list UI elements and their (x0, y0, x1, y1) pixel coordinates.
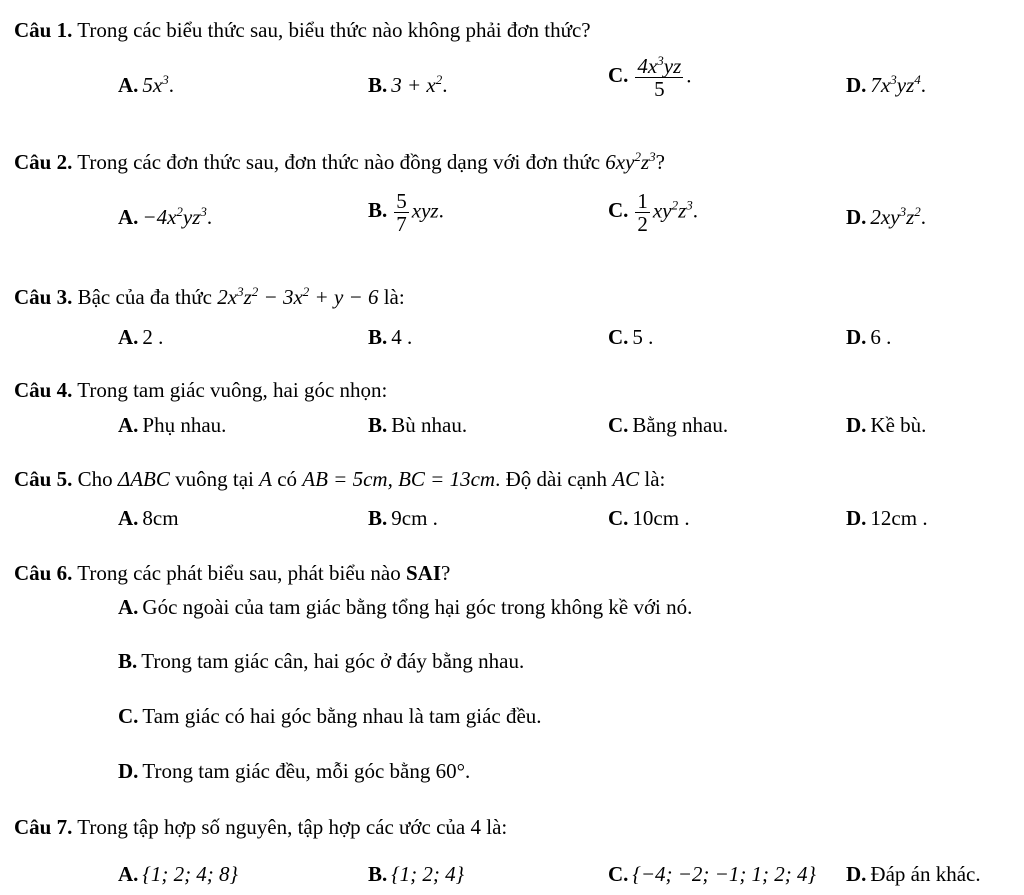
q1-label: Câu 1. (14, 18, 73, 42)
q7-option-b[interactable]: B. {1; 2; 4} (368, 862, 465, 886)
q1-text: Trong các biểu thức sau, biểu thức nào không phải đơn thức? (77, 18, 591, 42)
q4-option-b[interactable]: B. Bù nhau. (368, 413, 468, 437)
q6-option-c[interactable]: C. Tam giác có hai góc bằng nhau là tam giác đều. (118, 704, 542, 728)
q3-option-a[interactable]: A. 2 . (118, 325, 164, 349)
q2-option-c[interactable]: C. $\frac{1}{2}$ $xy^2z^3$. (608, 189, 699, 237)
question-2: Câu 2. Trong các đơn thức sau, đơn thức nào đồng dạng với đơn thức $6xy^2z^3$? (14, 149, 665, 174)
q6-option-b[interactable]: B. Trong tam giác cân, hai góc ở đáy bằng nhau. (118, 649, 525, 673)
q2-option-d[interactable]: D. $2xy^3z^2$. (846, 204, 927, 229)
q1-option-b[interactable]: B. $3 + x^2$. (368, 72, 448, 97)
q1-option-a[interactable]: A. $5x^3$. (118, 72, 174, 97)
q4-option-d[interactable]: D. Kề bù. (846, 413, 927, 437)
q3-option-d[interactable]: D. 6 . (846, 325, 892, 349)
q5-option-a[interactable]: A. 8cm (118, 506, 179, 530)
q4-option-a[interactable]: A. Phụ nhau. (118, 413, 227, 437)
question-4: Câu 4. Trong tam giác vuông, hai góc nhọn: (14, 378, 388, 402)
q5-option-b[interactable]: B. 9cm . (368, 506, 438, 530)
q7-option-d[interactable]: D. Đáp án khác. (846, 862, 981, 886)
q6-option-a[interactable]: A. Góc ngoài của tam giác bằng tổng hại góc trong không kề với nó. (118, 595, 693, 619)
question-7: Câu 7. Trong tập hợp số nguyên, tập hợp các ước của 4 là: (14, 815, 508, 839)
q1-c-fraction: $\frac{4x^3yz}{5}$ (637, 53, 682, 102)
q1-option-d[interactable]: D. $7x^3yz^4$. (846, 72, 926, 97)
q1-option-c[interactable]: C. $\frac{4x^3yz}{5}$ . (608, 53, 692, 102)
q2-option-b[interactable]: B. $\frac{5}{7}$ xyz. (368, 189, 444, 237)
q4-option-c[interactable]: C. Bằng nhau. (608, 413, 729, 437)
q2-option-a[interactable]: A. $-4x^2yz^3$. (118, 204, 213, 229)
q7-option-c[interactable]: C. {−4; −2; −1; 1; 2; 4} (608, 862, 816, 886)
q5-option-c[interactable]: C. 10cm . (608, 506, 690, 530)
q3-option-c[interactable]: C. 5 . (608, 325, 654, 349)
question-3: Câu 3. Bậc của đa thức $2x^3z^2 - 3x^2 + y - 6$ là: (14, 284, 405, 309)
q2-text: Trong các đơn thức sau, đơn thức nào đồng dạng với đơn thức (77, 150, 601, 174)
q5-option-d[interactable]: D. 12cm . (846, 506, 928, 530)
question-6: Câu 6. Trong các phát biểu sau, phát biểu nào SAI? (14, 561, 451, 585)
q3-option-b[interactable]: B. 4 . (368, 325, 413, 349)
q6-option-d[interactable]: D. Trong tam giác đều, mỗi góc bằng 60°. (118, 759, 471, 783)
question-1 (14, 18, 591, 43)
q7-option-a[interactable]: A. {1; 2; 4; 8} (118, 862, 238, 886)
q2-label: Câu 2. (14, 150, 73, 174)
question-5: Câu 5. Cho ΔABC vuông tại A có AB = 5cm, BC = 13cm. Độ dài cạnh AC là: (14, 467, 666, 491)
